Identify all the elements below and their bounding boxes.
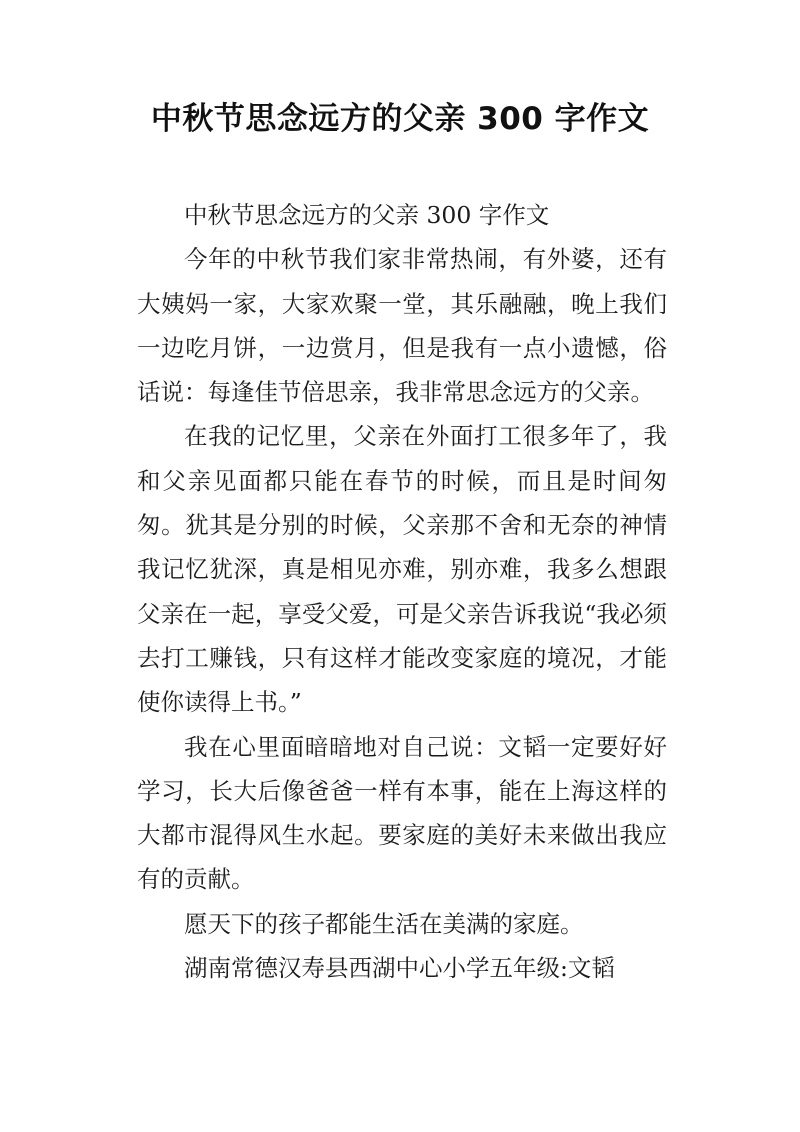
subtitle-paragraph: 中秋节思念远方的父亲 300 字作文	[184, 201, 550, 229]
body-paragraph: 在我的记忆里，父亲在外面打工很多年了，我和父亲见面都只能在春节的时候，而且是时间匆匆。犹其是分别的时候，父亲那不舍和无奈的神情我记忆犹深，真是相见亦难，别亦难，我多么想跟父亲在一起，享受父爱，可是父亲告诉我说“我必须去打工赚钱，只有这样才能改变家庭的境况，才能使你读得上书。”	[137, 422, 667, 717]
body-paragraph: 我在心里面暗暗地对自己说：文韬一定要好好学习，长大后像爸爸一样有本事，能在上海这样的大都市混得风生水起。要家庭的美好未来做出我应有的贡献。	[137, 732, 667, 894]
author-line: 湖南常德汉寿县西湖中心小学五年级:文韬	[184, 954, 615, 983]
body-paragraph: 今年的中秋节我们家非常热闹，有外婆，还有大姨妈一家，大家欢聚一堂，其乐融融，晚上我们一边吃月饼，一边赏月，但是我有一点小遗憾，俗话说：每逢佳节倍思亲，我非常思念远方的父亲。	[137, 245, 667, 407]
document-body	[137, 193, 667, 990]
document-title: 中秋节思念远方的父亲 300 字作文	[150, 101, 650, 137]
body-paragraph: 愿天下的孩子都能生活在美满的家庭。	[184, 909, 584, 938]
